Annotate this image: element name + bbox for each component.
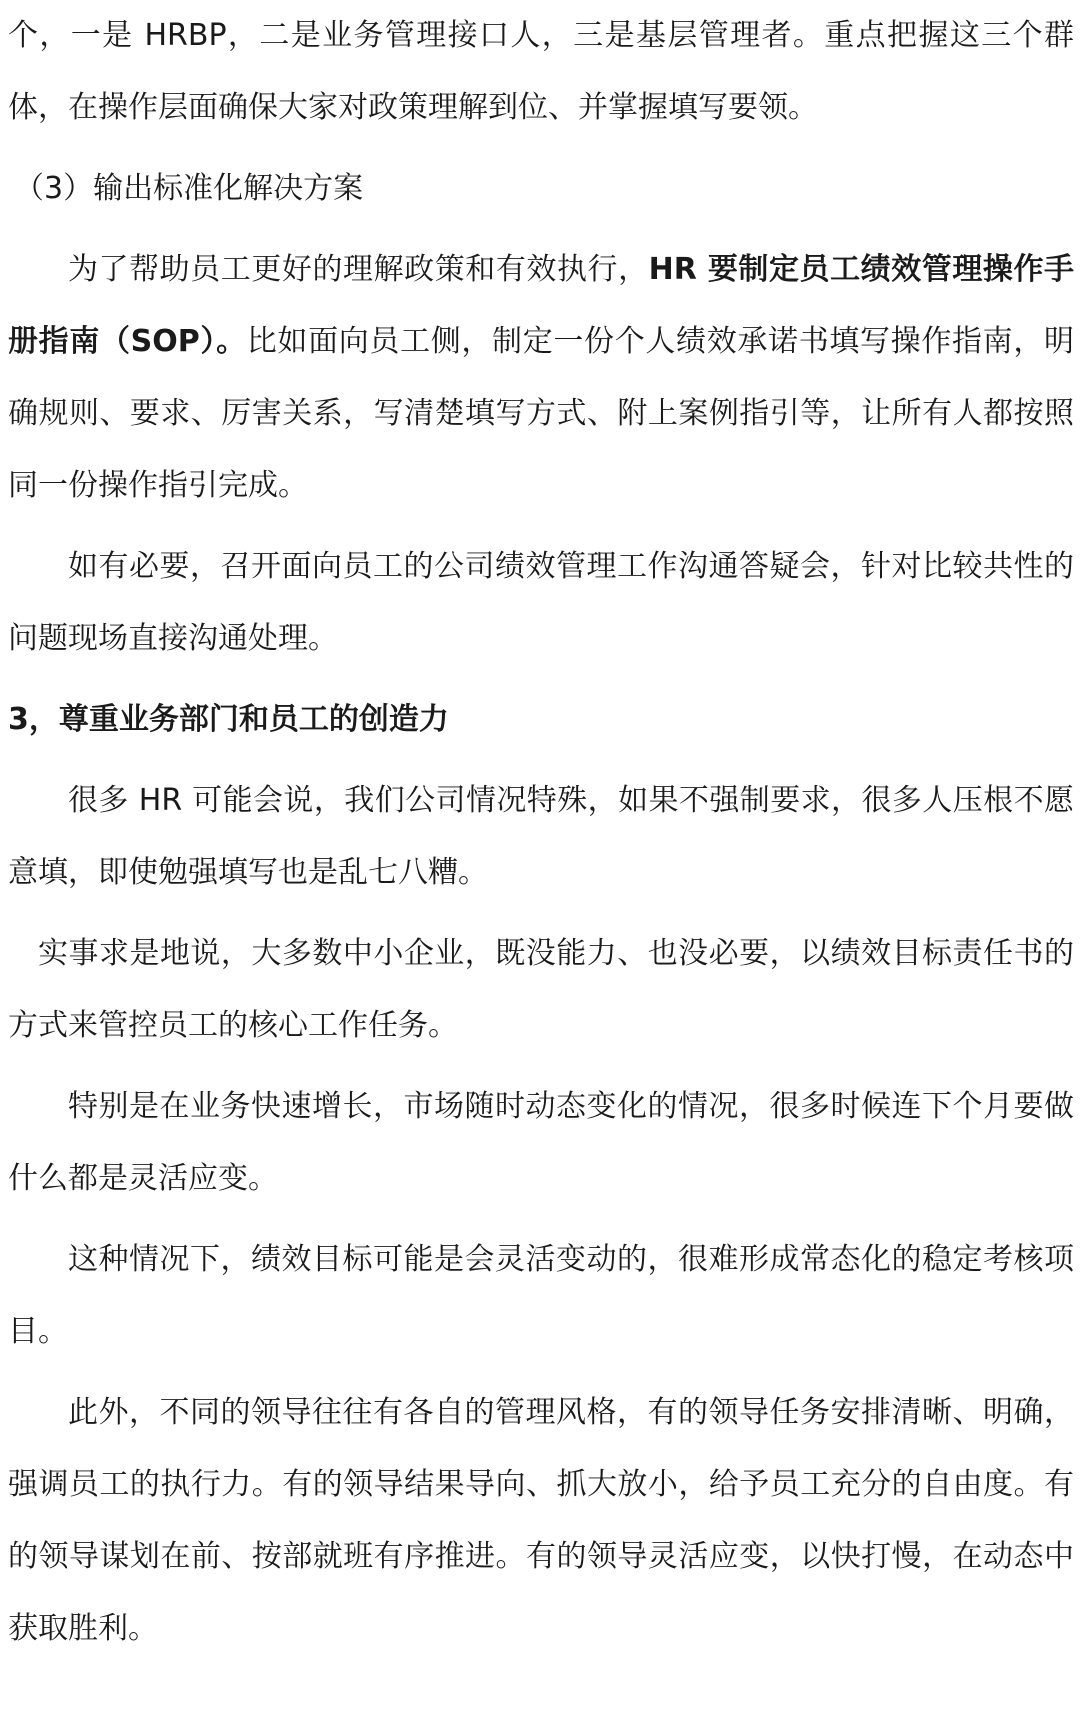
paragraph-goals: 这种情况下，绩效目标可能是会灵活变动的，很难形成常态化的稳定考核项目。 <box>8 1242 1074 1349</box>
paragraph-sop-bold: HR 要制定员工绩效管理操作手册指南（SOP）。 <box>8 252 1075 359</box>
paragraph-hr-objection: 很多 HR 可能会说，我们公司情况特殊，如果不强制要求，很多人压根不愿意填，即使勉强填写也是乱七八糟。 <box>8 783 1074 890</box>
subheading-3: （3）输出标准化解决方案 <box>14 171 364 206</box>
paragraph-sop <box>8 234 1074 522</box>
section-heading-3: 3，尊重业务部门和员工的创造力 <box>8 702 449 737</box>
paragraph-1: 个，一是 HRBP，二是业务管理接口人，三是基层管理者。重点把握这三个群体，在操作层面确保大家对政策理解到位、并掌握填写要领。 <box>8 18 1074 125</box>
paragraph-growth: 特别是在业务快速增长，市场随时动态变化的情况，很多时候连下个月要做什么都是灵活应变。 <box>8 1089 1074 1196</box>
paragraph-sme: 实事求是地说，大多数中小企业，既没能力、也没必要，以绩效目标责任书的方式来管控员工的核心工作任务。 <box>8 936 1074 1043</box>
paragraph-sop-lead: 为了帮助员工更好的理解政策和有效执行， <box>68 252 649 287</box>
paragraph-sop-rest: 比如面向员工侧，制定一份个人绩效承诺书填写操作指南，明确规则、要求、厉害关系，写清楚填写方式、附上案例指引等，让所有人都按照同一份操作指引完成。 <box>8 324 1074 503</box>
paragraph-qa-meeting: 如有必要，召开面向员工的公司绩效管理工作沟通答疑会，针对比较共性的问题现场直接沟通处理。 <box>8 549 1074 656</box>
paragraph-leaders: 此外，不同的领导往往有各自的管理风格，有的领导任务安排清晰、明确，强调员工的执行力。有的领导结果导向、抓大放小，给予员工充分的自由度。有的领导谋划在前、按部就班有序推进。有的领导灵活应变，以快打慢，在动态中获取胜利。 <box>8 1395 1074 1646</box>
